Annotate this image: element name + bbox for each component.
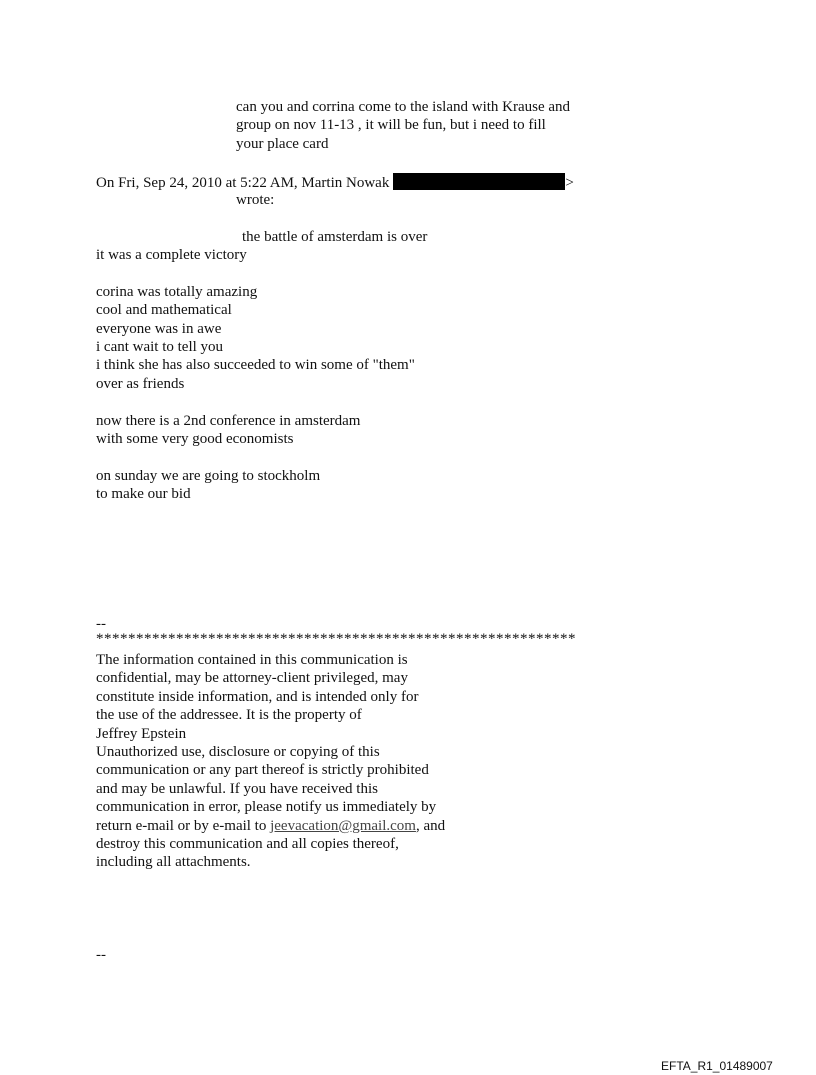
disclaimer-line: destroy this communication and all copies thereof, [96,836,399,853]
body-line: over as friends [96,375,185,392]
quoted-first-line: the battle of amsterdam is over [242,229,428,245]
disclaimer-line: communication in error, please notify us immediately by [96,799,437,816]
reply-header-gt: > [565,175,574,191]
body-line: it was a complete victory [96,247,247,263]
email-link[interactable]: jeevacation@gmail.com [270,817,416,834]
message-body [96,246,415,504]
body-line: with some very good economists [96,431,294,448]
invite-line: your place card [236,135,329,152]
disclaimer-line: constitute inside information, and is intended only for [96,688,419,705]
body-line: i think she has also succeeded to win some of "them" [96,357,415,374]
disclaimer-email-line [96,817,445,835]
disclaimer-line: confidential, may be attorney-client privileged, may [96,670,408,687]
body-line: i cant wait to tell you [96,339,224,356]
disclaimer-email-suffix: , and [415,817,446,834]
redaction-bar [393,173,565,190]
invite-line: group on nov 11-13 , it will be fun, but i need to fill [236,117,546,134]
disclaimer-line: including all attachments. [96,854,251,871]
signature-dashes: -- [96,616,106,632]
signature-stars: ************************************************************ [96,631,576,647]
disclaimer-line: The information contained in this communication is [96,652,408,668]
body-line: corina was totally amazing [96,283,258,300]
bottom-dashes: -- [96,947,106,963]
invite-line: can you and corrina come to the island with Krause and [236,99,571,115]
reply-header [96,173,574,192]
invite-block [236,98,570,153]
reply-header-wrote: wrote: [236,192,275,208]
document-id: EFTA_R1_01489007 [661,1059,773,1073]
disclaimer-line: Unauthorized use, disclosure or copying of this [96,744,380,761]
body-line: cool and mathematical [96,302,232,319]
body-line: to make our bid [96,486,191,503]
disclaimer-line: and may be unlawful. If you have received this [96,780,378,797]
reply-header-text: On Fri, Sep 24, 2010 at 5:22 AM, Martin Nowak [96,175,390,191]
disclaimer-email-prefix: return e-mail or by e-mail to [96,817,271,834]
disclaimer-line: communication or any part thereof is strictly prohibited [96,762,429,779]
disclaimer-line: the use of the addressee. It is the property of [96,707,362,724]
body-line: now there is a 2nd conference in amsterdam [96,412,361,429]
body-line: everyone was in awe [96,320,222,337]
disclaimer-line: Jeffrey Epstein [96,725,187,742]
body-line: on sunday we are going to stockholm [96,467,321,484]
disclaimer [96,651,445,872]
